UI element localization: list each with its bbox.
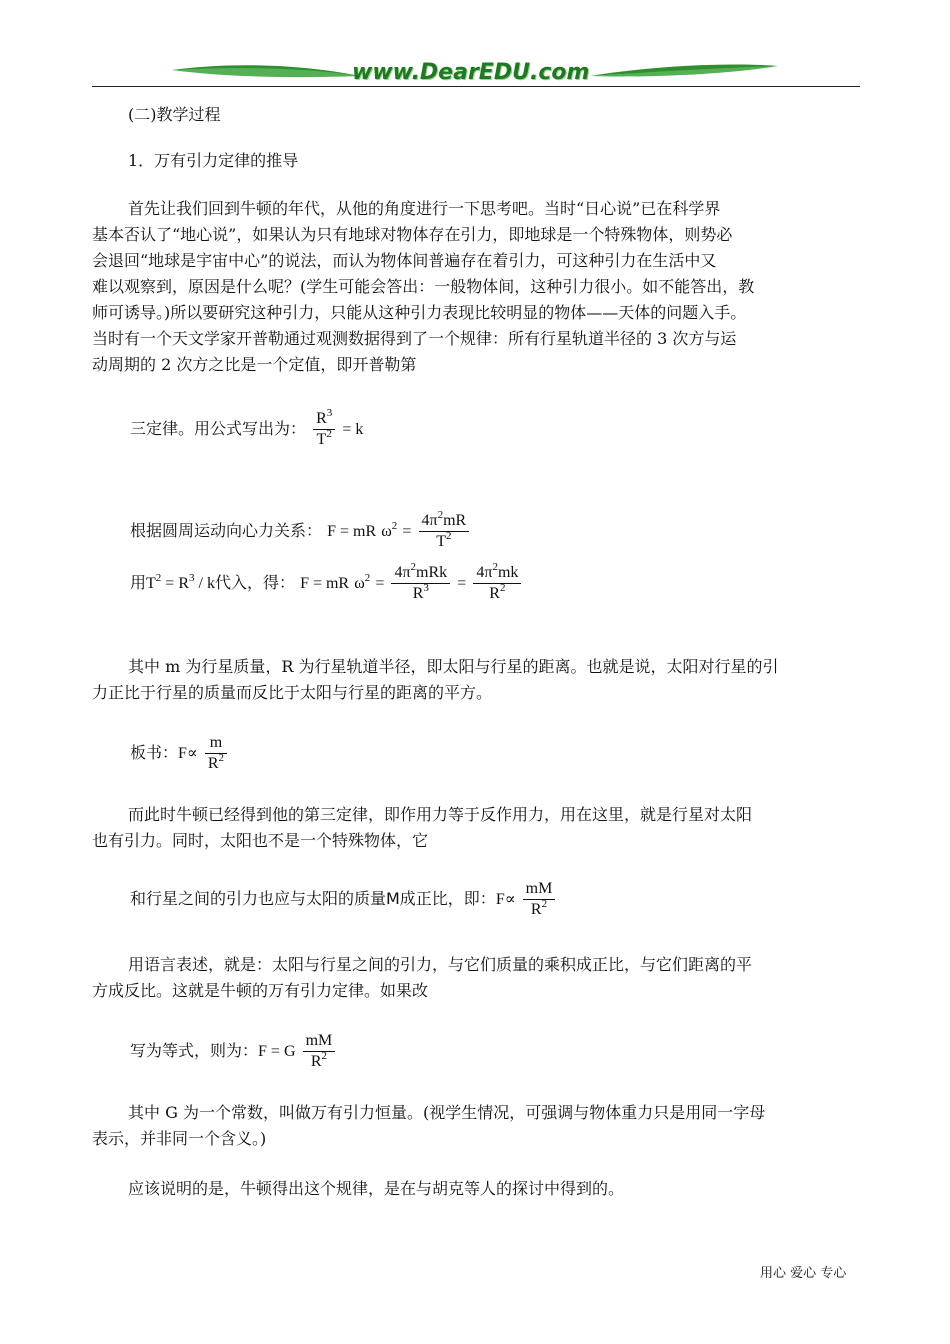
footer-text: 用心 爱心 专心	[760, 1266, 847, 1281]
paragraph-3	[92, 802, 862, 854]
fraction: $\frac{R^3}{T^2}$	[313, 409, 335, 450]
fraction: $\frac{4\pi^2mR}{T^2}$	[419, 511, 470, 552]
formula-kepler-third-law	[130, 404, 363, 455]
formula-prefix: 根据圆周运动向心力关系：	[130, 521, 323, 540]
section-title: (二)教学过程	[128, 105, 221, 124]
formula-gravitation-law: 写为等式，则为：F = G $\frac{mM}{R^2}$	[130, 1026, 337, 1077]
fraction: $\frac{mM}{R^2}$	[523, 879, 556, 920]
formula-board-note: 板书：F∝ $\frac{m}{R^2}$	[130, 728, 229, 779]
text-line: 师可诱导。)所以要研究这种引力，只能从这种引力表现比较明显的物体——天体的问题入手。	[92, 303, 747, 322]
text-line: 当时有一个天文学家开普勒通过观测数据得到了一个规律：所有行星轨道半径的 3 次方与运	[92, 329, 737, 348]
fraction: $\frac{m}{R^2}$	[205, 733, 227, 774]
text-line: 基本否认了“地心说”，如果认为只有地球对物体存在引力，即地球是一个特殊物体，则势必	[92, 225, 733, 244]
text-line: 首先让我们回到牛顿的年代，从他的角度进行一下思考吧。当时“日心说”已在科学界	[128, 199, 721, 218]
text-line: 其中 G 为一个常数，叫做万有引力恒量。(视学生情况，可强调与物体重力只是用同一字母	[128, 1103, 766, 1122]
text-line: 会退回“地球是宇宙中心”的说法，而认为物体间普遍存在着引力，可这种引力在生活中又	[92, 251, 717, 270]
text-line: 动周期的 2 次方之比是一个定值，即开普勒第	[92, 355, 417, 374]
formula-suffix: = k	[342, 421, 364, 438]
text-line: 而此时牛顿已经得到他的第三定律，即作用力等于反作用力，用在这里，就是行星对太阳	[128, 805, 753, 824]
text-line: 难以观察到，原因是什么呢？(学生可能会答出：一般物体间，这种引力很小。如不能答出，教	[92, 277, 755, 296]
fraction: $\frac{4\pi^2mRk}{R^3}$	[391, 563, 450, 604]
paragraph-5	[92, 1100, 862, 1152]
text-line: 用语言表述，就是：太阳与行星之间的引力，与它们质量的乘积成正比，与它们距离的平	[128, 955, 753, 974]
subsection-title: 1．万有引力定律的推导	[128, 151, 299, 170]
text-line: 力正比于行星的质量而反比于太阳与行星的距离的平方。	[92, 683, 493, 702]
formula-substitution: 用$T^2 = R^3 / k$代入，得： F = mR $\omega^2$ = $\frac{4\pi^2mRk}{R^3}$ = $\frac{4\pi^2mk}{R^2}$	[130, 558, 523, 609]
paragraph-4	[92, 952, 862, 1004]
fraction: $\frac{4\pi^2mk}{R^2}$	[473, 563, 521, 604]
paragraph-2	[92, 654, 862, 706]
formula-centripetal: 根据圆周运动向心力关系： F = mR $\omega^2$ = $\frac{4\pi^2mR}{T^2}$	[130, 506, 471, 557]
text-line: 也有引力。同时，太阳也不是一个特殊物体，它	[92, 831, 429, 850]
text-line: 应该说明的是，牛顿得出这个规律，是在与胡克等人的探讨中得到的。	[128, 1179, 625, 1198]
paragraph-6	[92, 1176, 862, 1202]
formula-prefix: 三定律。用公式写出为：	[130, 419, 307, 438]
header-rule	[92, 86, 860, 87]
text-line: 表示，并非同一个含义。)	[92, 1129, 267, 1148]
text-line: 方成反比。这就是牛顿的万有引力定律。如果改	[92, 981, 429, 1000]
text-line: 其中 m 为行星质量，R 为行星轨道半径，即太阳与行星的距离。也就是说，太阳对行星的引	[128, 657, 779, 676]
site-logo-text: www.DearEDU.com	[352, 60, 590, 85]
formula-sun-mass: 和行星之间的引力也应与太阳的质量M成正比，即：F∝ $\frac{mM}{R^2}$	[130, 874, 557, 925]
paragraph-1	[92, 196, 862, 378]
fraction: $\frac{mM}{R^2}$	[303, 1031, 336, 1072]
